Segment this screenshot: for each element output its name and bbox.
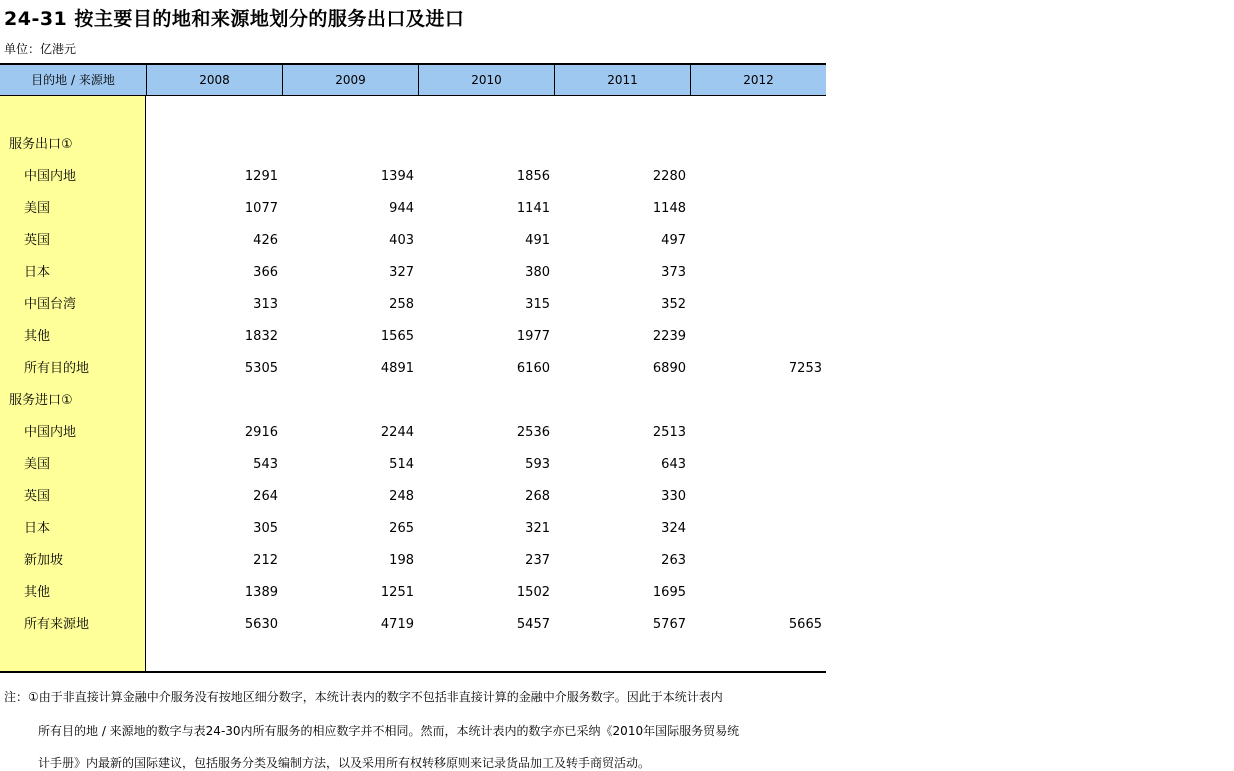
value-cell: 426 [253, 233, 278, 248]
table-row [0, 161, 826, 193]
value-cell: 5767 [652, 617, 686, 632]
table-row [0, 289, 826, 321]
value-cell: 315 [525, 297, 550, 312]
value-cell: 2280 [652, 169, 686, 184]
value-cell: 324 [661, 521, 686, 536]
row-label: 所有来源地 [24, 617, 90, 632]
row-label: 日本 [24, 521, 51, 536]
header-year: 2009 [282, 65, 418, 96]
value-cell: 2244 [380, 425, 414, 440]
value-cell: 212 [253, 553, 278, 568]
value-cell: 944 [389, 201, 414, 216]
table-row [0, 609, 826, 641]
value-cell: 4719 [380, 617, 414, 632]
unit-label: 单位：亿港元 [4, 42, 77, 56]
value-cell: 6890 [652, 361, 686, 376]
value-cell: 2916 [244, 425, 278, 440]
value-cell: 2536 [516, 425, 550, 440]
value-cell: 1502 [516, 585, 550, 600]
value-cell: 237 [525, 553, 550, 568]
value-cell: 1141 [516, 201, 550, 216]
value-cell: 321 [525, 521, 550, 536]
value-cell: 1832 [244, 329, 278, 344]
section-row [0, 385, 826, 417]
row-label: 英国 [24, 489, 51, 504]
row-label: 英国 [24, 233, 51, 248]
value-cell: 352 [661, 297, 686, 312]
table-row [0, 481, 826, 513]
table-row [0, 449, 826, 481]
table-row [0, 353, 826, 385]
value-cell: 1977 [516, 329, 550, 344]
header-year: 2011 [554, 65, 690, 96]
value-cell: 380 [525, 265, 550, 280]
value-cell: 258 [389, 297, 414, 312]
value-cell: 1389 [244, 585, 278, 600]
value-cell: 1251 [380, 585, 414, 600]
header-year: 2010 [418, 65, 554, 96]
value-cell: 327 [389, 265, 414, 280]
row-label: 日本 [24, 265, 51, 280]
footnote-line: 所有目的地 / 来源地的数字与表24-30内所有服务的相应数字并不相同。然而，本统计表内的数字亦已采纳《2010年国际服务贸易统 [38, 724, 740, 738]
table-row [0, 321, 826, 353]
value-cell: 366 [253, 265, 278, 280]
value-cell: 643 [661, 457, 686, 472]
value-cell: 5305 [244, 361, 278, 376]
section-label: 服务出口① [9, 137, 73, 152]
value-cell: 7253 [788, 361, 822, 376]
row-label: 所有目的地 [24, 361, 90, 376]
value-cell: 491 [525, 233, 550, 248]
table-row [0, 513, 826, 545]
value-cell: 5457 [516, 617, 550, 632]
value-cell: 497 [661, 233, 686, 248]
row-label: 美国 [24, 201, 51, 216]
value-cell: 265 [389, 521, 414, 536]
row-label: 中国内地 [24, 425, 77, 440]
value-cell: 1565 [380, 329, 414, 344]
row-label: 其他 [24, 585, 51, 600]
section-label: 服务进口① [9, 393, 73, 408]
value-cell: 1077 [244, 201, 278, 216]
value-cell: 5630 [244, 617, 278, 632]
row-label: 美国 [24, 457, 51, 472]
value-cell: 1148 [652, 201, 686, 216]
table-bottom-rule [0, 671, 826, 673]
value-cell: 198 [389, 553, 414, 568]
value-cell: 248 [389, 489, 414, 504]
value-cell: 313 [253, 297, 278, 312]
row-label: 中国内地 [24, 169, 77, 184]
value-cell: 305 [253, 521, 278, 536]
value-cell: 5665 [788, 617, 822, 632]
footnote-line: 注：①由于非直接计算金融中介服务没有按地区细分数字，本统计表内的数字不包括非直接计算的金融中介服务数字。因此于本统计表内 [4, 690, 723, 704]
value-cell: 263 [661, 553, 686, 568]
page-title: 24-31 按主要目的地和来源地划分的服务出口及进口 [4, 8, 465, 30]
row-label: 其他 [24, 329, 51, 344]
data-table [0, 63, 826, 672]
table-row [0, 577, 826, 609]
value-cell: 1856 [516, 169, 550, 184]
table-header [0, 63, 826, 96]
table-row [0, 225, 826, 257]
table-row [0, 257, 826, 289]
value-cell: 6160 [516, 361, 550, 376]
row-label: 中国台湾 [24, 297, 77, 312]
value-cell: 593 [525, 457, 550, 472]
value-cell: 543 [253, 457, 278, 472]
value-cell: 4891 [380, 361, 414, 376]
section-row [0, 129, 826, 161]
header-year: 2008 [146, 65, 282, 96]
value-cell: 264 [253, 489, 278, 504]
row-label: 新加坡 [24, 553, 64, 568]
value-cell: 2513 [652, 425, 686, 440]
value-cell: 268 [525, 489, 550, 504]
header-stub: 目的地 / 来源地 [31, 73, 115, 87]
header-year: 2012 [690, 65, 826, 96]
value-cell: 1695 [652, 585, 686, 600]
value-cell: 2239 [652, 329, 686, 344]
footnote-line: 计手册》内最新的国际建议，包括服务分类及编制方法，以及采用所有权转移原则来记录货品加工及转手商贸活动。 [38, 756, 651, 770]
value-cell: 1291 [244, 169, 278, 184]
table-row [0, 417, 826, 449]
value-cell: 1394 [380, 169, 414, 184]
value-cell: 514 [389, 457, 414, 472]
table-row [0, 545, 826, 577]
value-cell: 373 [661, 265, 686, 280]
table-row [0, 193, 826, 225]
value-cell: 403 [389, 233, 414, 248]
value-cell: 330 [661, 489, 686, 504]
